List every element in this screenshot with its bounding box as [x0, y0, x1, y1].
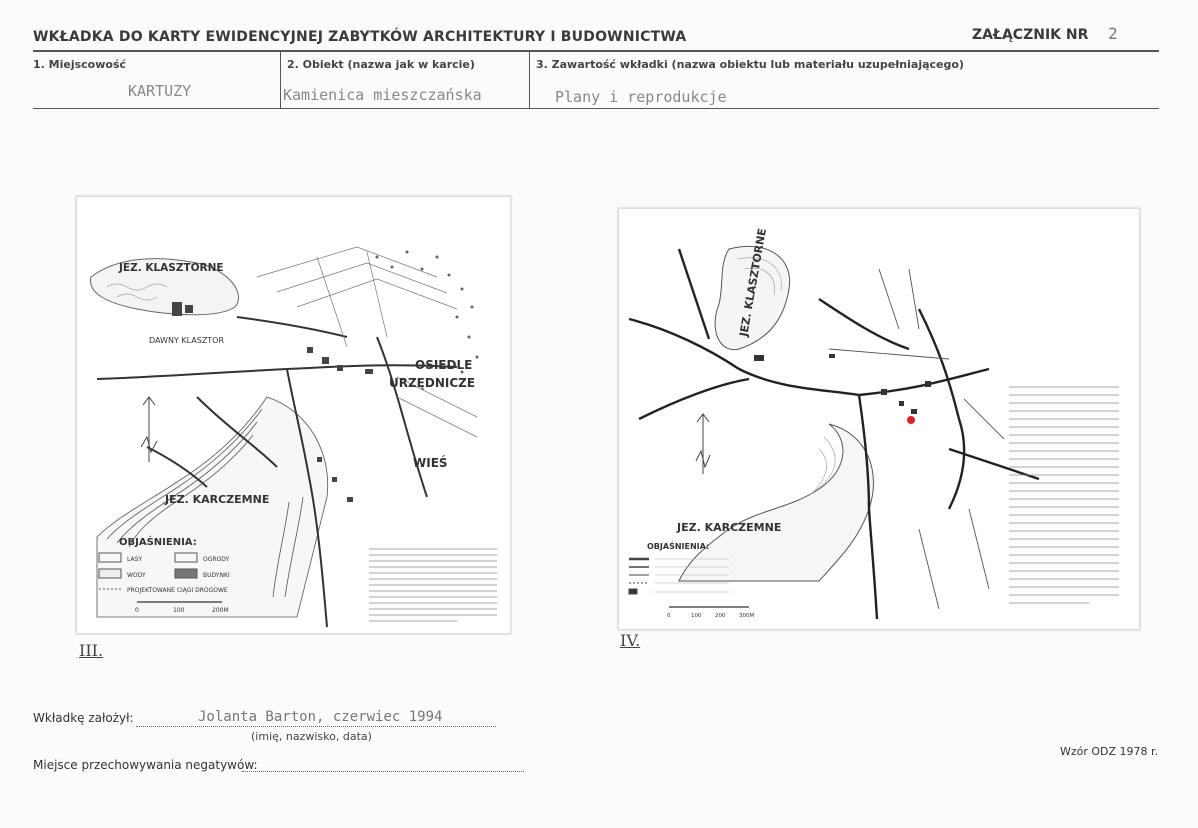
legend-title: OBJAŚNIENIA: [119, 537, 197, 548]
object-marker [907, 416, 915, 424]
scale-label-200: 200M [212, 607, 229, 614]
caption-block-iv [1009, 387, 1119, 603]
label-lake-klasztorne: JEZ. KLASZTORNE [119, 262, 224, 274]
founder-label: Wkładkę założył: [33, 711, 134, 725]
caption-block-iii [369, 549, 497, 621]
founder-hint: (imię, nazwisko, data) [251, 730, 372, 743]
negatives-label: Miejsce przechowywania negatywów: [33, 758, 258, 772]
annex-label: ZAŁĄCZNIK NR [972, 27, 1089, 43]
field-divider-1 [280, 50, 281, 109]
label-lake-klasztorne: JEZ. KLASZTORNE [737, 227, 769, 338]
contents-value: Plany i reprodukcje [555, 88, 727, 106]
label-lake-karczemne: JEZ. KARCZEMNE [165, 493, 270, 506]
form-title: WKŁADKA DO KARTY EWIDENCYJNEJ ZABYTKÓW ARCHITEKTURY I BUDOWNICTWA [33, 29, 687, 45]
legend-swatches [629, 559, 649, 594]
map-kartuzy-reconstruction [77, 197, 510, 633]
lake-karczemne-contours [97, 397, 328, 617]
scale-label-0: 0 [667, 613, 671, 619]
north-arrow [141, 397, 157, 462]
label-dawny-klasztor: DAWNY KLASZTOR [149, 336, 225, 345]
locality-value: KARTUZY [128, 82, 192, 100]
locality-label: 1. Miejscowość [33, 58, 127, 71]
legend-projekt: PROJEKTOWANE CIĄGI DROGOWE [127, 587, 228, 594]
forest-dots [376, 251, 479, 374]
legend-title: OBJAŚNIENIA: [647, 542, 710, 551]
photo-number-iii: III. [79, 641, 104, 660]
legend-swatch-wody [99, 569, 121, 578]
field-divider-2 [529, 50, 530, 109]
label-osiedle: OSIEDLE [415, 358, 473, 372]
annex-number: 2 [1108, 24, 1118, 43]
scale-label-100: 100 [691, 613, 702, 619]
legend-lasy: LASY [127, 556, 143, 563]
scale-label-100: 100 [173, 607, 185, 614]
contents-label: 3. Zawartość wkładki (nazwa obiektu lub materiału uzupełniającego) [536, 58, 964, 71]
field-rule-bottom [33, 108, 1159, 109]
map-kartuzy-historical [619, 209, 1139, 629]
label-lake-karczemne: JEZ. KARCZEMNE [677, 521, 782, 534]
legend-budynki: BUDYNKI [203, 572, 230, 579]
scale-label-300: 300M [739, 613, 755, 619]
object-value: Kamienica mieszczańska [283, 86, 482, 104]
scale-label-200: 200 [715, 613, 726, 619]
lake-karczemne-shape [679, 424, 873, 581]
map-photo-iv [618, 208, 1140, 630]
form-id: Wzór ODZ 1978 r. [1060, 745, 1159, 758]
north-arrow [696, 414, 710, 474]
label-urzednicze: URZĘDNICZE [389, 376, 476, 390]
label-wies: WIEŚ [413, 456, 448, 470]
negatives-line [242, 771, 524, 772]
legend-wody: WODY [127, 572, 146, 579]
object-label: 2. Obiekt (nazwa jak w karcie) [287, 58, 475, 71]
header-rule [33, 50, 1159, 52]
legend-ogrody: OGRODY [203, 556, 230, 563]
founder-line [136, 726, 496, 727]
photo-number-iv: IV. [620, 631, 641, 650]
map-photo-iii [76, 196, 511, 634]
legend-swatch-budynki [175, 569, 197, 578]
scale-label-0: 0 [135, 607, 139, 614]
founder-value: Jolanta Barton, czerwiec 1994 [198, 709, 443, 725]
